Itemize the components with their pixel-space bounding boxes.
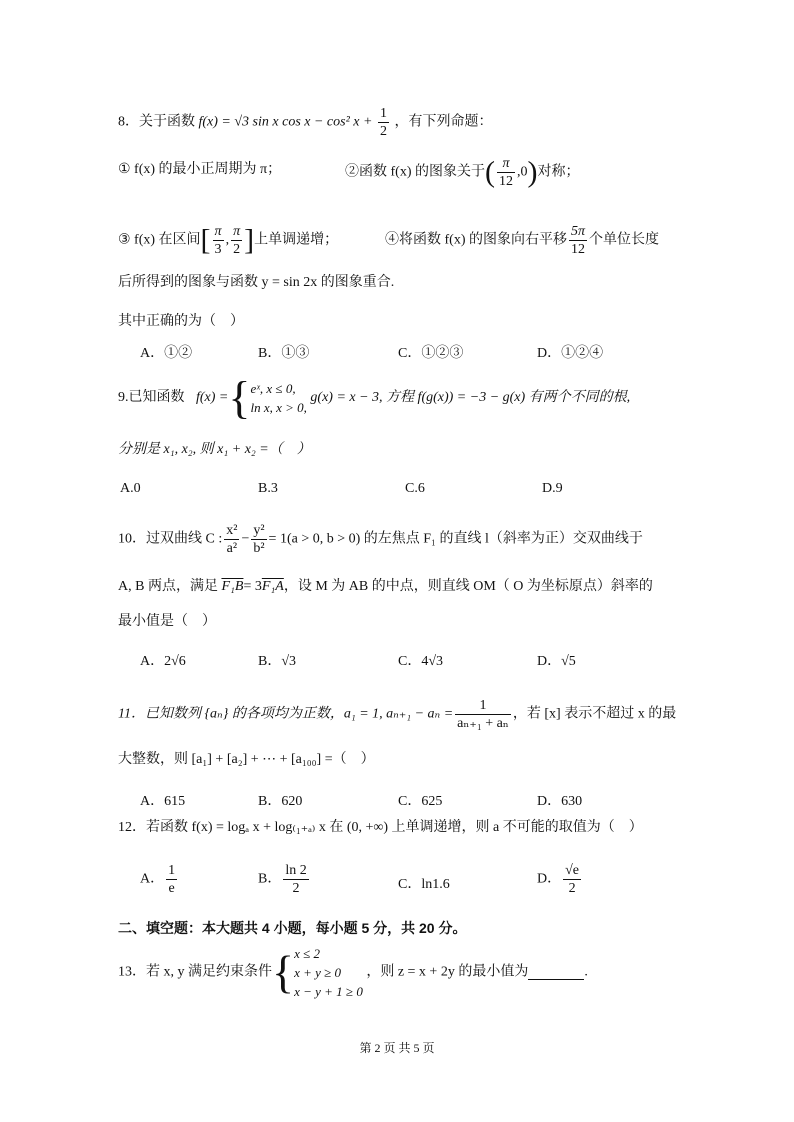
q11-option-a: A．615	[140, 794, 186, 809]
q8-proposition-4-cont: 后所得到的图象与函数 y = sin 2x 的图象重合.	[118, 275, 395, 290]
q8-proposition-4: ④将函数 f(x) 的图象向右平移 $\frac{5\pi}{12}$ 个单位长度	[385, 224, 660, 257]
q8-option-a: A．①②	[140, 346, 193, 361]
q10-option-d: D．√5	[537, 654, 576, 669]
q12-option-d: D． $\frac{√e}{2}$	[537, 863, 580, 896]
q10-option-a: A．2√6	[140, 654, 186, 669]
q12-option-b: B． $\frac{\ln 2}{2}$	[258, 863, 307, 896]
q9-line-2: 分别是 x₁, x₂, 则 x₁ + x₂ =（ ）	[118, 442, 311, 457]
q11-option-b: B．620	[258, 794, 303, 809]
q13-answer-blank	[528, 965, 584, 980]
q8-function: f(x) = √3 sin x cos x − cos² x +	[198, 114, 373, 130]
q9-option-c: C.6	[405, 481, 425, 496]
q12-stem: 12．若函数 f(x) = logₐ x + log₍₁₊ₐ₎ x 在 (0, +∞) 上单调递增，则 a 不可能的取值为（ ）	[118, 820, 643, 835]
q8-option-d: D．①②④	[537, 346, 604, 361]
q8-option-b: B．①③	[258, 346, 310, 361]
q10-option-c: C．4√3	[398, 654, 444, 669]
q8-half-fraction: $\frac{1}{2}$	[379, 106, 387, 139]
q11-stem: 11．已知数列 {aₙ} 的各项均为正数，a₁ = 1, aₙ₊₁ − aₙ = $\frac{1}{\text{aₙ₊₁ + aₙ}}$ ，若 [x] 表示不超过 x 的最	[118, 698, 677, 731]
q13-stem: 13．若 x, y 满足约束条件{x ≤ 2 x + y ≥ 0 x − y + 1 ≥ 0 ，则 z = x + 2y 的最小值为 .	[118, 946, 588, 999]
q9-stem: 9.已知函数 f(x) ={eˣ, x ≤ 0, ln x, x > 0, g(x) = x − 3, 方程 f(g(x)) = −3 − g(x) 有两个不同的根,	[118, 372, 631, 423]
q9-option-a: A.0	[120, 481, 141, 496]
q12-option-c: C．ln1.6	[398, 877, 450, 892]
page-footer: 第 2 页 共 5 页	[359, 1041, 435, 1055]
q8-ask: 其中正确的为（ ）	[118, 314, 244, 329]
q11-option-c: C．625	[398, 794, 443, 809]
q8-proposition-3: ③ f(x) 在区间[ $\frac{\pi}{3}$ , $\frac{\pi}{2}$ ]上单调递增；	[118, 223, 339, 257]
q8-proposition-1: ① f(x) 的最小正周期为 π；	[118, 162, 282, 177]
section-2-heading: 二、填空题：本大题共 4 小题，每小题 5 分，共 20 分。	[118, 920, 467, 936]
q11-option-d: D．630	[537, 794, 583, 809]
q8-stem: 8．关于函数 f(x) = √3 sin x cos x − cos² x + $\frac{1}{2}$ ，有下列命题：	[118, 106, 493, 139]
q9-option-b: B.3	[258, 481, 278, 496]
q10-line-2: A, B 两点，满足 F₁B= 3F₁A，设 M 为 AB 的中点，则直线 OM（ O 为坐标原点）斜率的	[118, 579, 653, 594]
q8-option-c: C．①②③	[398, 346, 464, 361]
q10-option-b: B．√3	[258, 654, 297, 669]
q12-option-a: A． $\frac{1}{e}$	[140, 863, 176, 896]
q10-line-3: 最小值是（ ）	[118, 614, 216, 629]
q8-proposition-2: ②函数 f(x) 的图象关于( $\frac{\pi}{12}$ ,0)对称；	[345, 155, 580, 189]
q11-line-2: 大整数，则 [a₁] + [a₂] + ⋯ + [a₁₀₀] =（ ）	[118, 752, 375, 767]
q10-stem: 10．过双曲线 C : $\frac{\text{x²}}{\text{a²}}$ − $\frac{\text{y²}}{\text{b²}}$ = 1(a > 0, b > 0) 的左焦点 F₁ 的直线 l（斜率为正）交双曲线于	[118, 523, 643, 556]
q9-option-d: D.9	[542, 481, 563, 496]
